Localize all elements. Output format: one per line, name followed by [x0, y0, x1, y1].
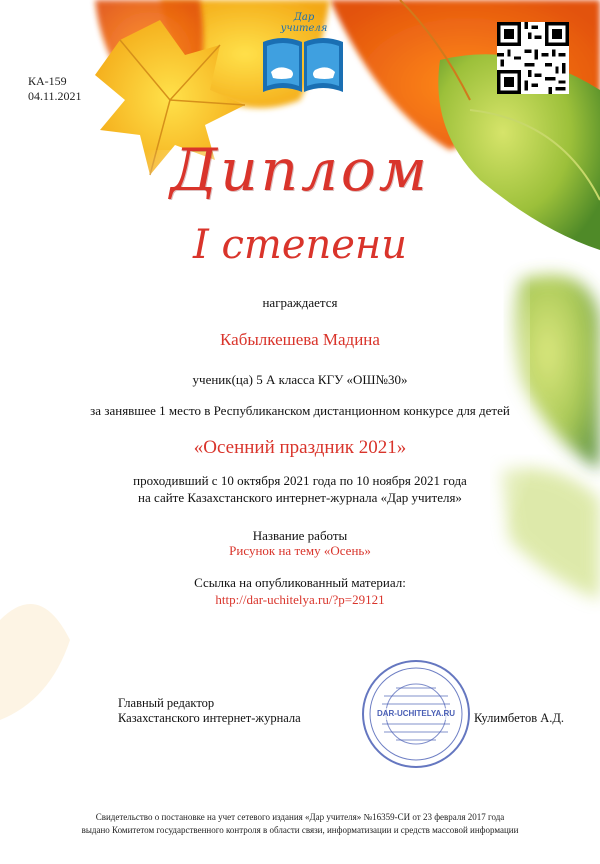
contest-venue: на сайте Казахстанского интернет-журнала «Дар учителя» [138, 490, 462, 505]
qr-code [497, 22, 569, 94]
link-label: Ссылка на опубликованный материал: [194, 575, 406, 590]
document-date: 04.11.2021 [28, 89, 82, 103]
logo-text: Дар учителя [280, 12, 328, 34]
work-title: Рисунок на тему «Осень» [229, 543, 371, 558]
contest-name: «Осенний праздник 2021» [193, 437, 407, 458]
editor-role-line2: Казахстанского интернет-журнала [118, 711, 301, 725]
work-label: Название работы [252, 528, 348, 543]
awarded-label: награждается [262, 295, 338, 310]
contest-period: проходивший с 10 октября 2021 года по 10 ноября 2021 года [133, 473, 467, 488]
editor-role-line1: Главный редактор [118, 696, 215, 710]
material-link[interactable]: http://dar-uchitelya.ru/?p=29121 [215, 592, 385, 607]
diploma-title: Диплом [170, 136, 430, 204]
editor-name: Кулимбетов А.Д. [474, 711, 565, 725]
recipient-name: Кабылкешева Мадина [220, 330, 380, 349]
document-id [28, 74, 82, 104]
editor-role [118, 696, 301, 726]
document-number: КА-159 [28, 74, 67, 88]
official-stamp [360, 658, 472, 770]
qr-code-icon [497, 22, 569, 94]
diploma-degree: I степени [192, 222, 408, 268]
dar-uchitelya-logo [255, 12, 351, 102]
stamp-center-text: DAR-UCHITELYA.RU [376, 709, 456, 718]
footer-line2: выдано Комитетом государственного контроля в области связи, информатизации и средств массовой информации [81, 825, 519, 835]
recipient-details: ученик(ца) 5 А класса КГУ «ОШ№30» [192, 372, 408, 387]
registration-footer [0, 811, 600, 837]
footer-line1: Свидетельство о постановке на учет сетевого издания «Дар учителя» №16359-СИ от 23 февраля 2017 года [95, 812, 505, 822]
achievement-text: за занявшее 1 место в Республиканском дистанционном конкурсе для детей [90, 403, 510, 418]
